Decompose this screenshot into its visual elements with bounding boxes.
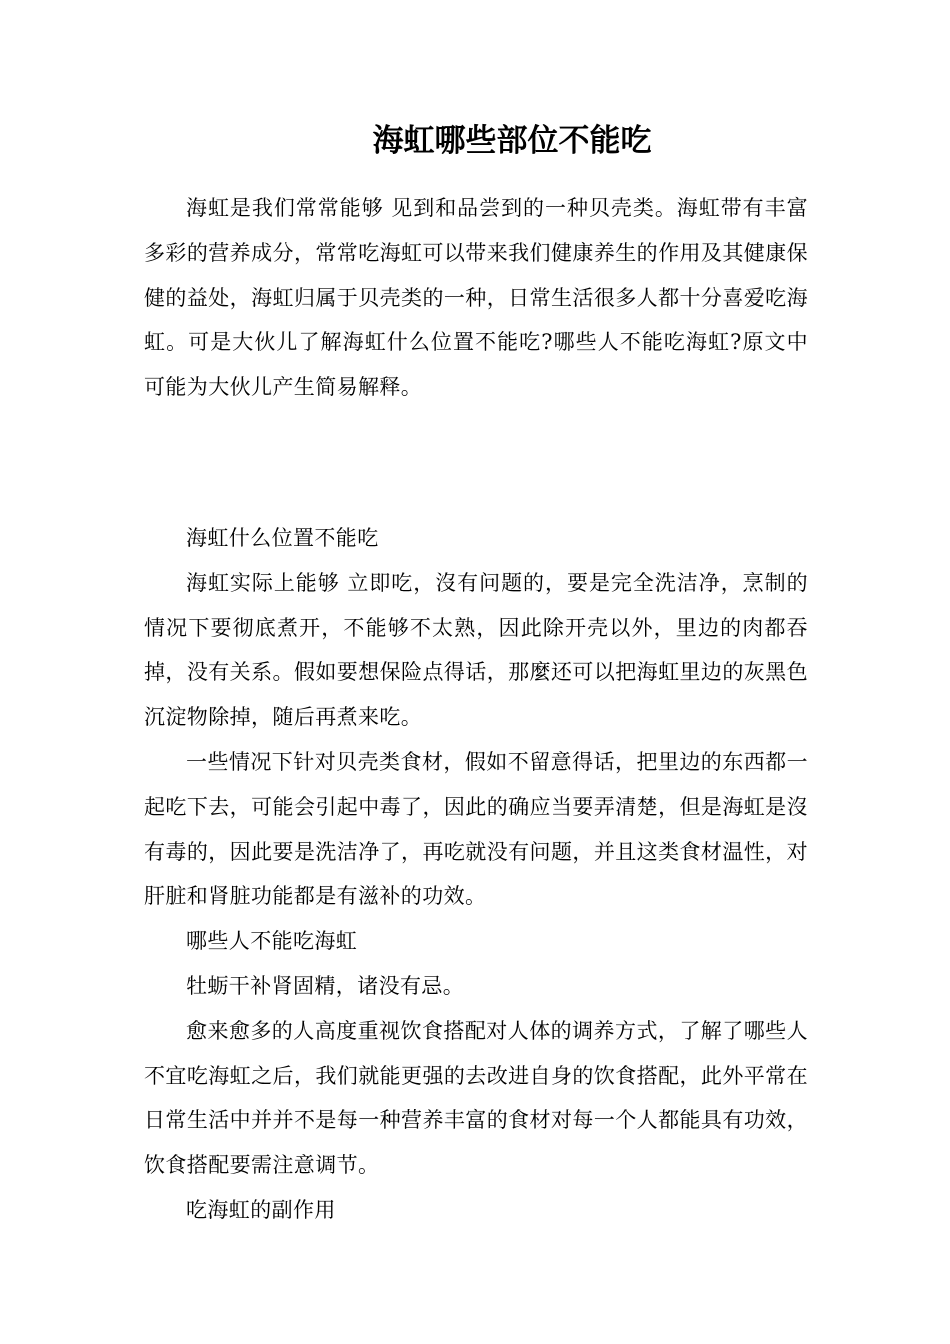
document-title: 海虹哪些部位不能吃 — [372, 123, 652, 159]
section-heading-who-should-not-eat: 哪些人不能吃海虹 — [186, 929, 358, 954]
intro-paragraph: 海虹是我们常常能够 见到和品尝到的一种贝壳类。海虹带有丰富多彩的营养成分，常常吃海虹可以带来我们健康养生的作用及其健康保健的益处，海虹归属于贝壳类的一种，日常生活很多人都十分喜爱吃海虹。可是大伙儿了解海虹什么位置不能吃?哪些人不能吃海虹?原文中可能为大伙儿产生简易解释。 — [144, 196, 808, 400]
document-body — [144, 186, 808, 1233]
section-heading-side-effects: 吃海虹的副作用 — [186, 1197, 336, 1222]
paragraph-edible-parts: 海虹实际上能够 立即吃，沒有问题的，要是完全洗洁净，烹制的情况下要彻底煮开，不能够不太熟，因此除开壳以外，里边的肉都吞掉，没有关系。假如要想保险点得话，那麼还可以把海虹里边的灰黑色沉淀物除掉，随后再煮来吃。 — [144, 570, 808, 730]
section-heading-inedible-parts: 海虹什么位置不能吃 — [186, 525, 379, 550]
paragraph-diet-adjustment: 愈来愈多的人高度重视饮食搭配对人体的调养方式，了解了哪些人不宜吃海虹之后，我们就能更强的去改进自身的饮食搭配，此外平常在日常生活中并并不是每一种营养丰富的食材对每一个人都能具有功效，饮食搭配要需注意调节。 — [144, 1018, 808, 1178]
paragraph-oyster-note: 牡蛎干补肾固精，诸没有忌。 — [186, 973, 465, 998]
paragraph-gap — [144, 410, 808, 516]
paragraph-shellfish-safety: 一些情况下针对贝壳类食材，假如不留意得话，把里边的东西都一起吃下去，可能会引起中毒了，因此的确应当要弄清楚，但是海虹是沒有毒的，因此要是洗洁净了，再吃就没有问题，并且这类食材温性，对肝脏和肾脏功能都是有滋补的功效。 — [144, 749, 808, 909]
